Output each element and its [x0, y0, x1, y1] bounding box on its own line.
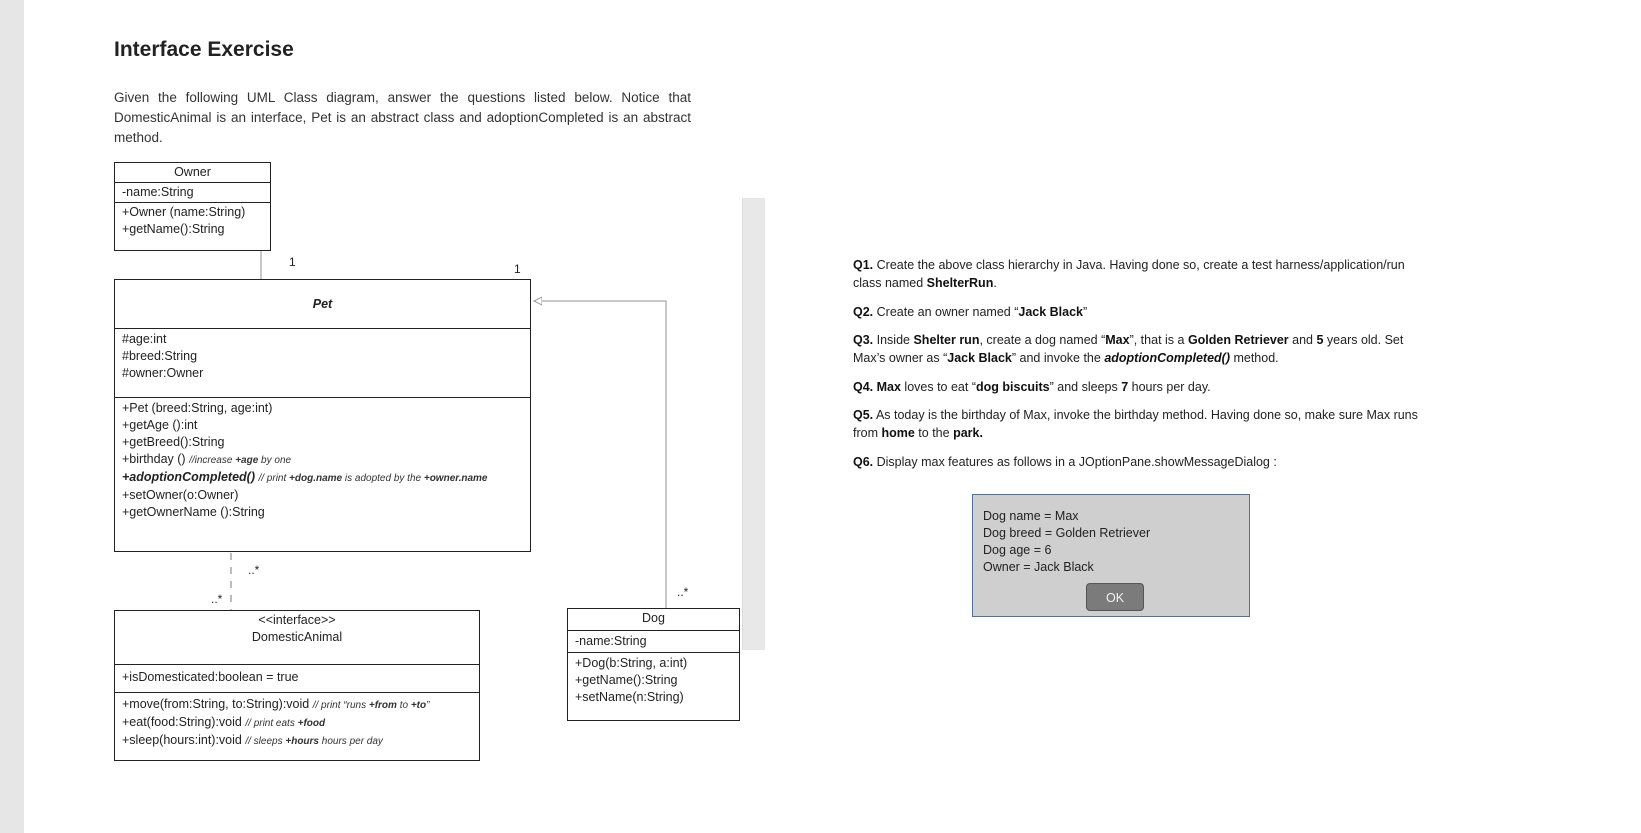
question-5: Q5. As today is the birthday of Max, invoke the birthday method. Having done so, make sure Max runs from home to the park. [853, 408, 1418, 440]
iface-sleep-comment: // sleeps +hours hours per day [245, 736, 383, 747]
uml-interface-domesticanimal [114, 610, 480, 761]
owner-method-constructor: +Owner (name:String) [122, 205, 246, 219]
question-3: Q3. Inside Shelter run, create a dog named “Max”, that is a Golden Retriever and 5 years old. Set Max’s owner as “Jack Black” and invoke the adoptionCompleted() method. [853, 333, 1404, 365]
dog-method-getname: +getName():String [575, 673, 678, 687]
question-1: Q1. Create the above class hierarchy in Java. Having done so, create a test harness/application/run class named ShelterRun. [853, 258, 1405, 290]
dog-class-name: Dog [568, 609, 739, 631]
iface-method-move: +move(from:String, to:String):void // print “runs +from to +to” [122, 697, 430, 711]
pet-birthday-comment: //increase +age by one [189, 455, 292, 466]
questions-list [853, 256, 1433, 481]
owner-attr-name: -name:String [122, 185, 194, 199]
owner-method-getname: +getName():String [122, 222, 225, 236]
uml-class-dog [567, 608, 740, 721]
dog-method-setname: +setName(n:String) [575, 690, 684, 704]
intro-paragraph: Given the following UML Class diagram, answer the questions listed below. Notice that DomesticAnimal is an interface, Pet is an abstract class and adoptionCompleted is an abstract method. [114, 90, 691, 145]
owner-class-name: Owner [115, 163, 270, 183]
iface-eat-comment: // print eats +food [245, 718, 326, 729]
pet-class-name: Pet [115, 280, 530, 329]
iface-stereotype: <<interface>> [258, 613, 336, 627]
dog-method-constructor: +Dog(b:String, a:int) [575, 656, 688, 670]
pet-method-birthday [122, 451, 523, 469]
pet-method-constructor: +Pet (breed:String, age:int) [122, 401, 273, 415]
mult-pet-end: 1 [514, 262, 521, 276]
pet-method-getownername: +getOwnerName ():String [122, 505, 265, 519]
iface-name: DomesticAnimal [251, 630, 343, 644]
dog-pet-generalization [534, 301, 666, 608]
pet-methods [115, 398, 530, 522]
pet-method-getage: +getAge ():int [122, 418, 198, 432]
mult-pet-iface-end: ..* [248, 563, 260, 577]
iface-attr-isdomesticated: +isDomesticated:boolean = true [122, 670, 299, 684]
dialog-line-owner: Owner = Jack Black [983, 560, 1094, 574]
pet-attributes [115, 329, 530, 398]
pet-birthday-signature: +birthday () [122, 452, 186, 466]
iface-move-comment: // print “runs +from to +to” [312, 700, 430, 711]
dog-methods [568, 653, 739, 707]
owner-attributes [115, 183, 270, 203]
pet-method-getbreed: +getBreed():String [122, 435, 225, 449]
iface-methods [115, 693, 479, 751]
dialog-line-dog-name: Dog name = Max [983, 509, 1079, 523]
message-dialog-example [972, 494, 1250, 617]
ok-button[interactable]: OK [1086, 583, 1144, 611]
iface-method-eat: +eat(food:String):void // print eats +food [122, 715, 326, 729]
question-2: Q2. Create an owner named “Jack Black” [853, 304, 1088, 319]
iface-attributes [115, 665, 479, 693]
question-4: Q4. Max loves to eat “dog biscuits” and sleeps 7 hours per day. [853, 379, 1211, 394]
dialog-message [983, 508, 1150, 576]
dog-attributes [568, 631, 739, 653]
page-title: Interface Exercise [114, 38, 294, 61]
mult-dog-end: ..* [677, 585, 689, 599]
mult-iface-end: ..* [211, 592, 223, 606]
uml-class-owner [114, 162, 271, 251]
mult-owner-end: 1 [289, 255, 296, 269]
question-6: Q6. Display max features as follows in a JOptionPane.showMessageDialog : [853, 454, 1277, 469]
pet-adoption-signature: +adoptionCompleted() [122, 470, 255, 484]
iface-method-sleep: +sleep(hours:int):void // sleeps +hours hours per day [122, 733, 383, 747]
pet-method-setowner: +setOwner(o:Owner) [122, 488, 239, 502]
pet-method-adoption [122, 469, 523, 487]
uml-class-pet [114, 279, 531, 552]
dialog-line-dog-age: Dog age = 6 [983, 543, 1052, 557]
pet-attr-age: #age:int [122, 332, 167, 346]
iface-header [115, 611, 479, 665]
dialog-line-dog-breed: Dog breed = Golden Retriever [983, 526, 1151, 540]
pet-adoption-comment: // print +dog.name is adopted by the +owner.name [258, 473, 488, 484]
owner-methods [115, 203, 270, 239]
dog-attr-name: -name:String [575, 634, 647, 648]
pet-attr-breed: #breed:String [122, 349, 198, 363]
pet-attr-owner: #owner:Owner [122, 366, 204, 380]
